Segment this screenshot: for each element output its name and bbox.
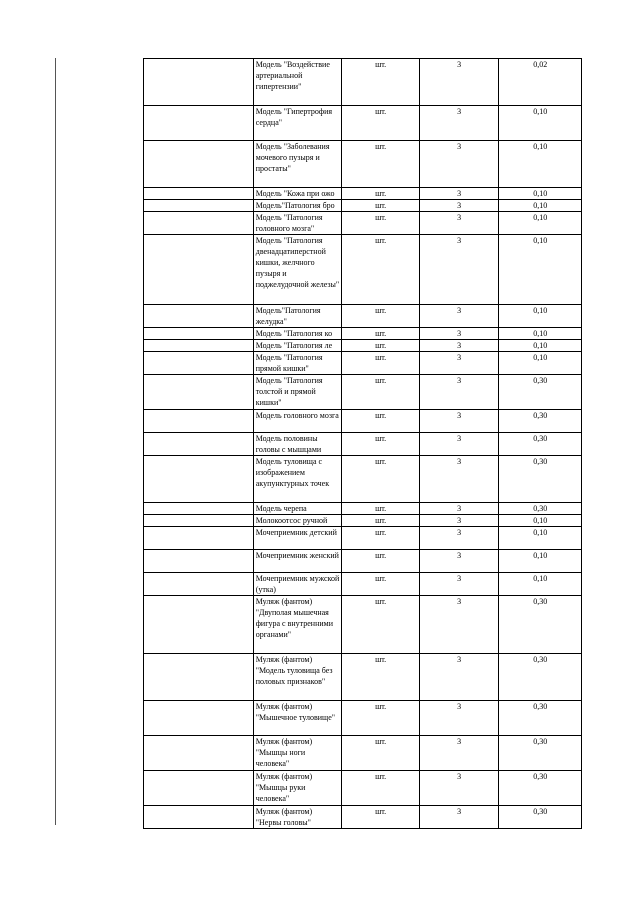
item-quantity: 3 [419,654,499,701]
item-price: 0,10 [499,188,582,200]
item-unit: шт. [342,141,420,188]
item-unit: шт. [342,59,420,106]
item-quantity: 3 [419,328,499,340]
item-unit: шт. [342,235,420,305]
item-name: Модель "Патология ле [253,340,342,352]
left-margin-rule [55,58,56,825]
item-unit: шт. [342,328,420,340]
empty-cell [144,305,254,328]
item-quantity: 3 [419,573,499,596]
item-price: 0,10 [499,328,582,340]
table-row [144,200,582,212]
item-price: 0,10 [499,340,582,352]
item-quantity: 3 [419,433,499,456]
table-row [144,701,582,736]
item-price: 0,10 [499,106,582,141]
item-quantity: 3 [419,212,499,235]
item-price: 0,30 [499,701,582,736]
item-quantity: 3 [419,771,499,806]
item-unit: шт. [342,596,420,654]
item-name: Молокоотсос ручной [253,515,342,527]
empty-cell [144,352,254,375]
item-name: Модель "Гипертрофия сердца" [253,106,342,141]
item-quantity: 3 [419,352,499,375]
item-name: Мочеприемник детский [253,527,342,550]
empty-cell [144,375,254,410]
item-name: Модель половины головы с мышцами [253,433,342,456]
equipment-table [143,58,582,829]
item-price: 0,10 [499,305,582,328]
item-unit: шт. [342,654,420,701]
item-name: Муляж (фантом) "Нервы головы" [253,806,342,829]
item-unit: шт. [342,200,420,212]
item-unit: шт. [342,106,420,141]
table-row [144,235,582,305]
item-name: Муляж (фантом) "Мышцы ноги человека" [253,736,342,771]
item-name: Модель "Патология толстой и прямой кишки" [253,375,342,410]
item-price: 0,10 [499,212,582,235]
empty-cell [144,596,254,654]
item-unit: шт. [342,701,420,736]
table-row [144,188,582,200]
item-name: Мочеприемник мужской (утка) [253,573,342,596]
item-unit: шт. [342,527,420,550]
item-price: 0,30 [499,503,582,515]
item-quantity: 3 [419,235,499,305]
item-unit: шт. [342,573,420,596]
empty-cell [144,340,254,352]
empty-cell [144,188,254,200]
empty-cell [144,212,254,235]
item-quantity: 3 [419,701,499,736]
item-name: Модель "Воздействие артериальной гипертензии" [253,59,342,106]
item-quantity: 3 [419,106,499,141]
empty-cell [144,328,254,340]
item-name: Модель головного мозга [253,410,342,433]
item-price: 0,30 [499,410,582,433]
item-quantity: 3 [419,59,499,106]
table-row [144,596,582,654]
item-unit: шт. [342,736,420,771]
table-row [144,654,582,701]
table-row [144,550,582,573]
empty-cell [144,654,254,701]
table-row [144,736,582,771]
item-unit: шт. [342,410,420,433]
item-quantity: 3 [419,456,499,503]
item-price: 0,30 [499,433,582,456]
table-row [144,527,582,550]
item-price: 0,10 [499,141,582,188]
empty-cell [144,771,254,806]
item-quantity: 3 [419,305,499,328]
item-name: Модель туловища с изображением акупунктурных точек [253,456,342,503]
item-name: Модель"Патология бро [253,200,342,212]
item-price: 0,30 [499,771,582,806]
item-name: Муляж (фантом) "Мышцы руки человека" [253,771,342,806]
item-name: Модель "Патология головного мозга" [253,212,342,235]
item-quantity: 3 [419,141,499,188]
empty-cell [144,456,254,503]
empty-cell [144,235,254,305]
table-row [144,59,582,106]
empty-cell [144,410,254,433]
item-name: Модель "Кожа при ожо [253,188,342,200]
item-unit: шт. [342,456,420,503]
item-quantity: 3 [419,340,499,352]
empty-cell [144,141,254,188]
table-row [144,141,582,188]
empty-cell [144,736,254,771]
table-row [144,503,582,515]
item-quantity: 3 [419,806,499,829]
empty-cell [144,527,254,550]
item-price: 0,10 [499,352,582,375]
table-row [144,352,582,375]
table-row [144,771,582,806]
item-name: Муляж (фантом) "Модель туловища без половых признаков" [253,654,342,701]
item-name: Муляж (фантом) "Мышечное туловище" [253,701,342,736]
table-row [144,328,582,340]
item-price: 0,10 [499,200,582,212]
item-price: 0,30 [499,456,582,503]
item-price: 0,02 [499,59,582,106]
item-price: 0,10 [499,573,582,596]
item-unit: шт. [342,515,420,527]
item-unit: шт. [342,340,420,352]
item-quantity: 3 [419,596,499,654]
item-unit: шт. [342,771,420,806]
table-row [144,340,582,352]
item-unit: шт. [342,305,420,328]
table-row [144,305,582,328]
item-unit: шт. [342,352,420,375]
table-row [144,806,582,829]
item-unit: шт. [342,375,420,410]
item-price: 0,10 [499,235,582,305]
item-price: 0,30 [499,375,582,410]
empty-cell [144,515,254,527]
item-unit: шт. [342,503,420,515]
table-row [144,573,582,596]
item-unit: шт. [342,806,420,829]
item-name: Модель"Патология желудка" [253,305,342,328]
item-price: 0,30 [499,736,582,771]
empty-cell [144,106,254,141]
item-price: 0,10 [499,515,582,527]
item-unit: шт. [342,433,420,456]
item-name: Модель "Патология ко [253,328,342,340]
item-quantity: 3 [419,550,499,573]
item-price: 0,30 [499,596,582,654]
empty-cell [144,59,254,106]
item-unit: шт. [342,550,420,573]
item-price: 0,30 [499,654,582,701]
table-row [144,433,582,456]
empty-cell [144,550,254,573]
table-row [144,212,582,235]
item-price: 0,30 [499,806,582,829]
item-quantity: 3 [419,503,499,515]
item-quantity: 3 [419,375,499,410]
item-quantity: 3 [419,200,499,212]
table-row [144,375,582,410]
empty-cell [144,433,254,456]
table-row [144,410,582,433]
item-unit: шт. [342,212,420,235]
item-price: 0,10 [499,550,582,573]
item-unit: шт. [342,188,420,200]
item-name: Модель "Заболевания мочевого пузыря и простаты" [253,141,342,188]
empty-cell [144,806,254,829]
item-quantity: 3 [419,188,499,200]
item-name: Модель черепа [253,503,342,515]
table-row [144,456,582,503]
item-name: Модель "Патология двенадцатиперстной кишки, желчного пузыря и поджелудочной железы" [253,235,342,305]
item-quantity: 3 [419,515,499,527]
table-row [144,106,582,141]
item-price: 0,10 [499,527,582,550]
table-row [144,515,582,527]
empty-cell [144,573,254,596]
item-name: Муляж (фантом) "Двуполая мышечная фигура с внутренними органами" [253,596,342,654]
item-quantity: 3 [419,736,499,771]
empty-cell [144,701,254,736]
item-quantity: 3 [419,527,499,550]
item-name: Мочеприемник женский [253,550,342,573]
empty-cell [144,503,254,515]
item-quantity: 3 [419,410,499,433]
item-name: Модель "Патология прямой кишки" [253,352,342,375]
empty-cell [144,200,254,212]
